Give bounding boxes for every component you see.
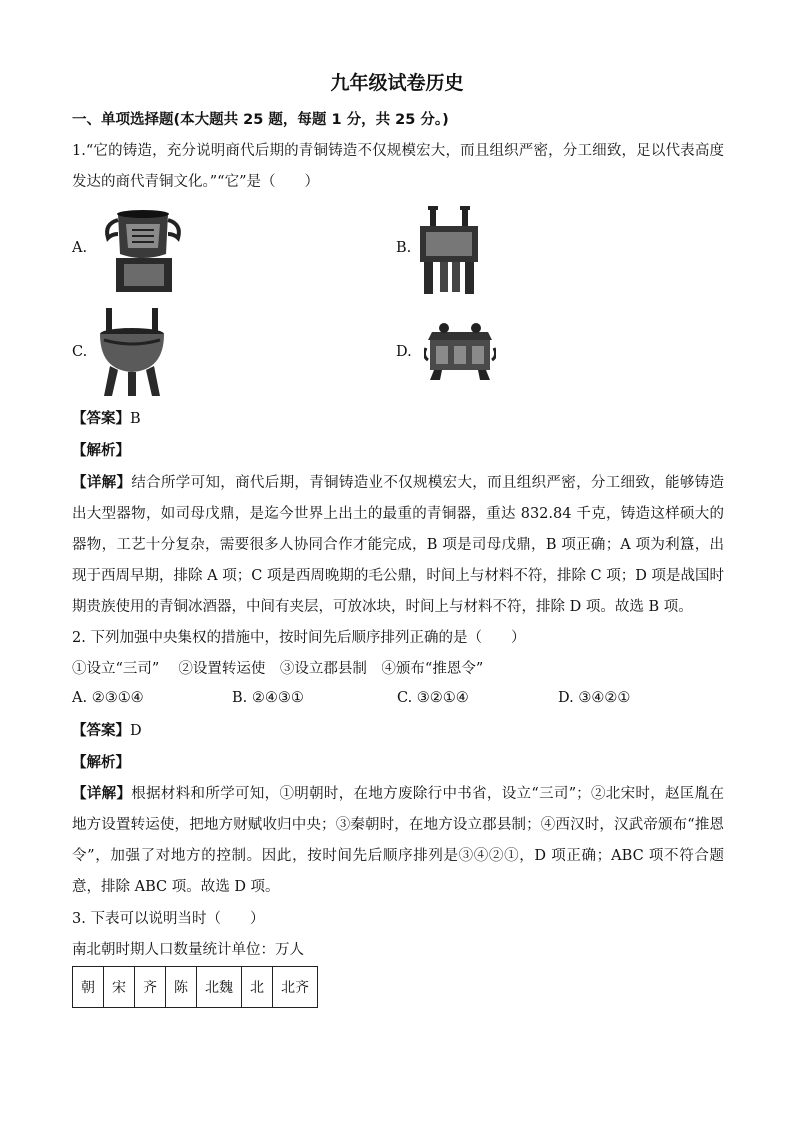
q2-option-a: A. ②③①④ <box>72 690 144 706</box>
question-1-stem: 1.“它的铸造，充分说明商代后期的青铜铸造不仅规模宏大，而且组织严密，分工细致，足以代表高度发达的商代青铜文化。”“它”是（ ） <box>72 143 724 190</box>
population-table <box>72 966 318 1008</box>
table-header-cell: 北 <box>242 967 273 1008</box>
section-heading: 一、单项选择题(本大题共 25 题，每题 1 分，共 25 分。) <box>72 112 449 128</box>
q1-detail-tag: 【详解】 <box>72 475 132 491</box>
table-header-cell: 陈 <box>166 967 197 1008</box>
q2-detail-tag: 【详解】 <box>72 786 132 802</box>
q2-detail <box>72 779 724 903</box>
table-header-cell: 北齐 <box>273 967 318 1008</box>
q2-option-d: D. ③④②① <box>558 690 631 706</box>
bronze-ice-container-icon <box>424 318 496 382</box>
q2-option-c: C. ③②①④ <box>397 690 469 706</box>
q2-answer-line <box>72 721 142 741</box>
page-title: 九年级试卷历史 <box>330 72 464 94</box>
simuwu-ding-icon <box>416 204 482 296</box>
q2-detail-text: 根据材料和所学可知，①明朝时，在地方废除行中书省，设立“三司”；②北宋时，赵匡胤在地方设置转运使，把地方财赋收归中央；③秦朝时，在地方设立郡县制；④西汉时，汉武帝颁布“推恩令”，加强了对地方的控制。因此，按时间先后顺序排列是③④②①，D 项正确；ABC 项不符合题意，排除 ABC 项。故选 D 项。 <box>72 786 725 895</box>
q1-answer-value: B <box>130 411 141 427</box>
table-header-cell: 北魏 <box>197 967 242 1008</box>
q2-analysis-tag: 【解析】 <box>72 755 130 771</box>
question-2-stem: 2. 下列加强中央集权的措施中，按时间先后顺序排列正确的是（ ） <box>72 630 526 646</box>
q1-detail-text: 结合所学可知，商代后期，青铜铸造业不仅规模宏大，而且组织严密，分工细致，能够铸造出大型器物，如司母戊鼎，是迄今世界上出土的最重的青铜器，重达 832.84 千克，铸造这样硕大的器物，工艺十分复杂，需要很多人协同合作才能完成，B 项是司母戊鼎，B 项正确；A 项为利簋，出现于西周早期，排除 A 项；C 项是西周晚期的毛公鼎，时间上与材料不符，排除 C 项；D 项是战国时期贵族使用的青铜冰酒器，中间有夹层，可放冰块，时间上与材料不符，排除 D 项。故选 B 项。 <box>72 475 725 615</box>
q1-option-d-label: D. <box>396 344 412 360</box>
q1-option-b-label: B. <box>396 240 412 256</box>
maogong-ding-icon <box>96 306 168 398</box>
bronze-yu-vessel-icon <box>96 204 190 294</box>
q2-answer-value: D <box>130 723 142 739</box>
q1-option-a-label: A. <box>72 240 88 256</box>
table-header-cell: 朝 <box>73 967 104 1008</box>
table-header-cell: 宋 <box>104 967 135 1008</box>
q1-option-c-label: C. <box>72 344 88 360</box>
question-2-items: ①设立“三司” ②设置转运使 ③设立郡县制 ④颁布“推恩令” <box>72 661 484 677</box>
q1-answer-line <box>72 409 141 429</box>
question-3-stem: 3. 下表可以说明当时（ ） <box>72 911 265 927</box>
table-header-row <box>73 967 318 1008</box>
q2-answer-tag: 【答案】 <box>72 723 130 739</box>
q1-analysis-tag: 【解析】 <box>72 443 130 459</box>
table-header-cell: 齐 <box>135 967 166 1008</box>
q1-answer-tag: 【答案】 <box>72 411 130 427</box>
q2-option-b: B. ②④③① <box>232 690 304 706</box>
q3-table-caption: 南北朝时期人口数量统计单位：万人 <box>72 942 304 958</box>
q1-detail <box>72 468 724 623</box>
